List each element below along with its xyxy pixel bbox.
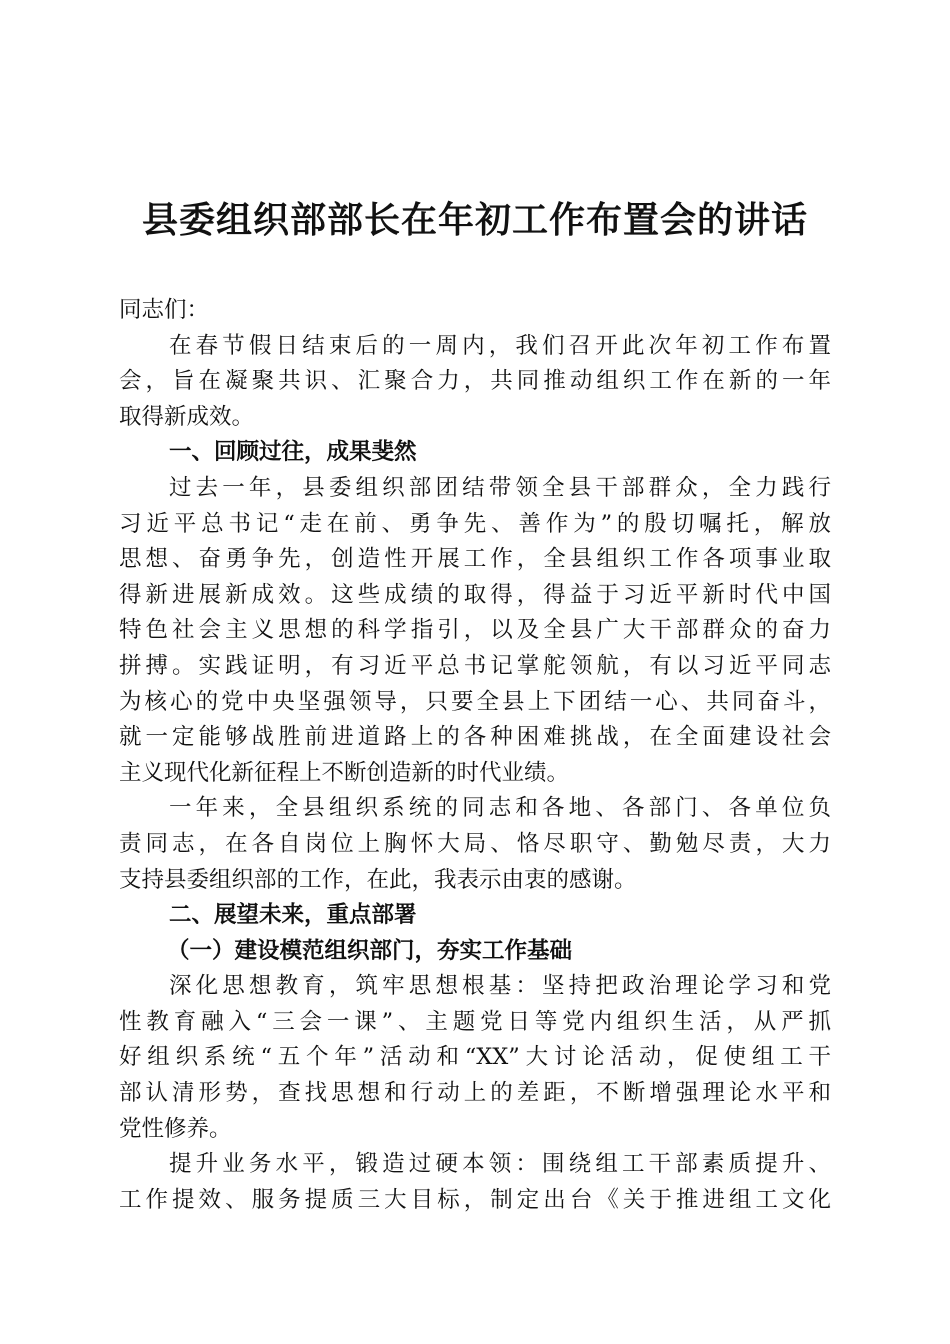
- text-line: 党性修养。: [119, 1115, 232, 1142]
- section-heading: 二、展望未来，重点部署: [169, 902, 417, 929]
- text-line: 提升业务水平，锻造过硬本领：围绕组工干部素质提升、: [169, 1151, 831, 1178]
- document-title: 县委组织部部长在年初工作布置会的讲话: [141, 199, 808, 241]
- text-line: 主义现代化新征程上不断创造新的时代业绩。: [119, 759, 570, 786]
- text-line: 过去一年，县委组织部团结带领全县干部群众，全力践行: [169, 474, 831, 501]
- text-line: 一年来，全县组织系统的同志和各地、各部门、各单位负: [169, 795, 831, 822]
- text-line: 为核心的党中央坚强领导，只要全县上下团结一心、共同奋斗，: [119, 688, 831, 715]
- subsection-heading: （一）建设模范组织部门，夯实工作基础: [167, 937, 573, 964]
- paragraph-lines: [119, 329, 831, 1219]
- section-heading: 一、回顾过往，成果斐然: [169, 439, 417, 466]
- text-line: 支持县委组织部的工作，在此，我表示由衷的感谢。: [119, 866, 637, 893]
- salutation: 同志们：: [119, 297, 210, 323]
- text-line: 工作提效、服务提质三大目标，制定出台《关于推进组工文化: [119, 1186, 831, 1213]
- text-line: 好组织系统“五个年”活动和“XX”大讨论活动，促使组工干: [119, 1044, 831, 1071]
- text-line: 拼搏。实践证明，有习近平总书记掌舵领航，有以习近平同志: [119, 652, 831, 679]
- text-line: 思想、奋勇争先，创造性开展工作，全县组织工作各项事业取: [119, 546, 831, 573]
- text-line: 取得新成效。: [119, 403, 255, 430]
- text-line: 得新进展新成效。这些成绩的取得，得益于习近平新时代中国: [119, 581, 831, 608]
- text-line: 性教育融入“三会一课”、主题党日等党内组织生活，从严抓: [119, 1008, 831, 1035]
- text-line: 会，旨在凝聚共识、汇聚合力，共同推动组织工作在新的一年: [119, 368, 831, 395]
- text-line: 责同志，在各自岗位上胸怀大局、恪尽职守、勤勉尽责，大力: [119, 830, 831, 857]
- text-line: 部认清形势，查找思想和行动上的差距，不断增强理论水平和: [119, 1080, 831, 1107]
- text-line: 习近平总书记“走在前、勇争先、善作为”的殷切嘱托，解放: [119, 510, 831, 537]
- document-body: [119, 293, 831, 1218]
- text-line: 在春节假日结束后的一周内，我们召开此次年初工作布置: [169, 332, 831, 359]
- text-line: 深化思想教育，筑牢思想根基：坚持把政治理论学习和党: [169, 973, 831, 1000]
- text-line: 特色社会主义思想的科学指引，以及全县广大干部群众的奋力: [119, 617, 831, 644]
- text-line: 就一定能够战胜前进道路上的各种困难挑战，在全面建设社会: [119, 724, 831, 751]
